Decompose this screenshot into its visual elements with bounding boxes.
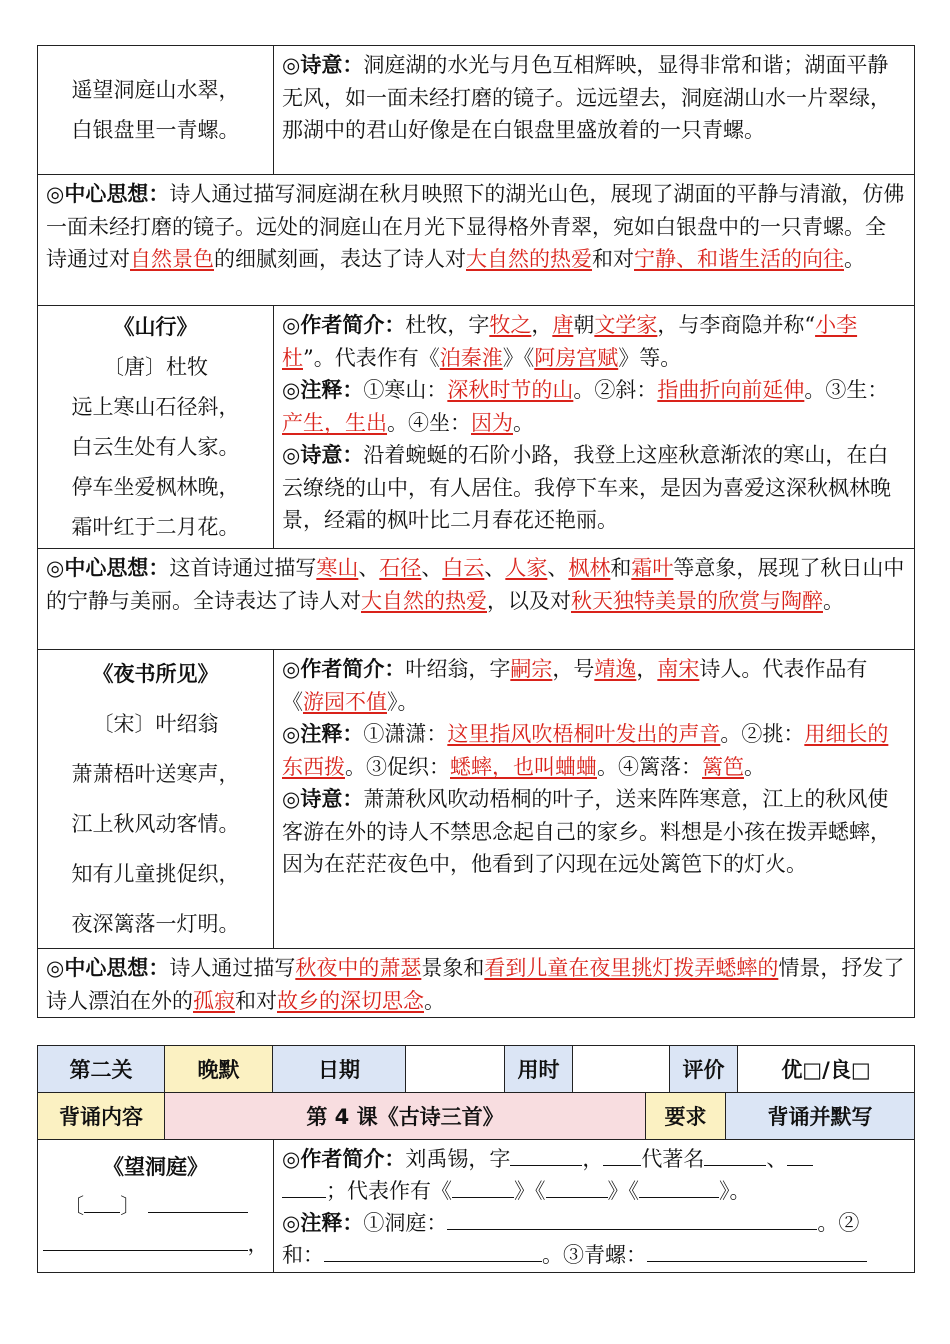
answer: 白云 — [442, 556, 485, 580]
text: 、 — [484, 556, 506, 580]
poem-line: 知有儿童挑促织， — [71, 862, 240, 886]
poem-title: 《夜书所见》 — [92, 661, 219, 686]
duration-label: 用时 — [505, 1046, 573, 1092]
verse-blank[interactable] — [43, 1228, 248, 1251]
rating-options[interactable]: 优□/良□ — [781, 1058, 871, 1082]
verse-blank-line — [38, 1224, 273, 1264]
poem-block — [38, 306, 274, 548]
text: ；代表作有《 — [326, 1179, 452, 1203]
annotations — [282, 374, 906, 439]
date-label: 日期 — [273, 1046, 406, 1092]
session-label: 晚默 — [165, 1046, 273, 1092]
text: 。④坐： — [387, 410, 471, 435]
text: ①潇潇： — [363, 722, 448, 746]
text: ，号 — [552, 657, 595, 681]
text: 。③促织： — [345, 754, 450, 779]
exercise-table — [37, 1045, 915, 1273]
poem-line: 遥望洞庭山水翠， — [71, 78, 240, 102]
text: 这首诗通过描写 — [169, 556, 317, 580]
header-row-1 — [38, 1046, 914, 1093]
answer: 阿房宫赋 — [534, 345, 619, 370]
notes-fill-cell — [274, 1140, 914, 1272]
poem-line: 萧萧梧叶送寒声， — [71, 762, 240, 786]
text: 。④篱落： — [597, 754, 702, 779]
blank[interactable] — [452, 1175, 514, 1198]
comma: ， — [247, 1232, 269, 1256]
blank[interactable] — [282, 1175, 326, 1198]
poem-line: 白云生处有人家。 — [71, 435, 240, 459]
poem-title: 《山行》 — [113, 314, 198, 339]
rating-label: 评价 — [670, 1046, 738, 1092]
answer: 篱笆 — [702, 754, 744, 779]
poem-line: 白银盘里一青螺。 — [71, 118, 240, 142]
answer: 秋夜中的萧瑟 — [295, 956, 422, 980]
notes-label: ◎注释： — [282, 722, 364, 746]
answer: 自然景色 — [130, 247, 214, 271]
poem-line: 夜深篱落一灯明。 — [71, 912, 240, 936]
text: ，与李商隐并称“ — [657, 313, 816, 337]
answer: 枫林 — [568, 556, 611, 580]
text: 。③青螺： — [542, 1243, 647, 1267]
row-central-idea-2 — [38, 549, 914, 650]
duration-field[interactable] — [573, 1046, 670, 1092]
blank[interactable] — [447, 1207, 817, 1230]
text: 》《 — [607, 1179, 639, 1203]
text: 诗人通过描写洞庭湖在秋月映照下的湖光山色，展现了湖面的平静与清澈，仿佛一面未经打磨的镜子。远处的洞庭山在月光下显得格外青翠，宛如白银盘中的一只青螺。全诗通过对 — [46, 182, 905, 271]
answer: 故乡的深切思念 — [277, 988, 424, 1013]
text: 杜牧，字 — [405, 313, 490, 337]
notes-cell — [274, 306, 914, 548]
bio-fill-line — [282, 1143, 906, 1175]
row-poem-wangdongting — [38, 46, 914, 175]
text: ， — [582, 1147, 604, 1171]
central-idea-label: ◎中心思想： — [46, 956, 170, 980]
answer: 孤寂 — [193, 988, 235, 1013]
text: 诗人。代表作品有《 — [282, 657, 868, 714]
text: 的细腻刻画，表达了诗人对 — [214, 247, 466, 271]
author-blank[interactable] — [148, 1190, 248, 1213]
text: ”。代表作有《 — [303, 345, 440, 370]
bracket: 〔 — [63, 1194, 85, 1218]
blank[interactable] — [510, 1143, 582, 1166]
meaning-text: 沿着蜿蜒的石阶小路，我登上这座秋意渐浓的寒山，在白云缭绕的山中，有人居住。我停下车来，是因为喜爱这深秋枫林晚景，经霜的枫叶比二月春花还艳丽。 — [282, 443, 891, 532]
answer: 泊秦淮 — [439, 345, 503, 370]
text: 和对 — [235, 988, 277, 1013]
bio-label: ◎作者简介： — [282, 313, 406, 337]
blank[interactable] — [639, 1175, 719, 1198]
notes-label: ◎注释： — [282, 1211, 364, 1235]
text: 、 — [358, 556, 380, 580]
central-idea-cell — [38, 549, 914, 649]
bio-fill-line-2 — [282, 1175, 906, 1207]
answer: 蟋蟀，也叫蛐蛐 — [450, 754, 597, 779]
dynasty-blank[interactable] — [84, 1190, 120, 1213]
text: 、 — [766, 1147, 788, 1171]
answer: 大自然的热爱 — [361, 588, 487, 613]
annotations — [282, 718, 906, 783]
text: ， — [531, 313, 553, 337]
answer: 唐 — [552, 313, 574, 337]
answer: 宁静、和谐生活的向往 — [634, 247, 844, 271]
meaning-label: ◎诗意： — [282, 53, 364, 77]
text: 叶绍翁，字 — [405, 657, 511, 681]
notes-fill-line-2 — [282, 1239, 906, 1271]
meaning — [282, 783, 906, 881]
answer: 深秋时节的山 — [447, 378, 574, 402]
text: 等意象，展现了秋日山中的宁静与美丽。全诗表达了诗人对 — [46, 556, 905, 613]
answer: 小李杜 — [282, 313, 858, 370]
poem-line: 远上寒山石径斜， — [71, 395, 240, 419]
answer: 看到儿童在夜里挑灯拨弄蟋蟀的 — [484, 956, 779, 980]
text: ，以及对 — [487, 588, 571, 613]
meaning-label: ◎诗意： — [282, 443, 364, 467]
answer: 游园不值 — [303, 689, 387, 714]
bio-label: ◎作者简介： — [282, 657, 406, 681]
meaning-text: 萧萧秋风吹动梧桐的叶子，送来阵阵寒意，江上的秋风使客游在外的诗人不禁思念起自己的家乡。料想是小孩在拨弄蟋蟀，因为在茫茫夜色中，他看到了闪现在远处篱笆下的灯火。 — [282, 787, 891, 876]
lesson-title: 第 4 课《古诗三首》 — [165, 1093, 646, 1139]
central-idea-label: ◎中心思想： — [46, 556, 170, 580]
text: 、 — [421, 556, 443, 580]
text: 》等。 — [618, 345, 682, 370]
answer: 文学家 — [594, 313, 658, 337]
answer: 石径 — [379, 556, 422, 580]
text: 朝 — [573, 313, 595, 337]
text: 。③生： — [804, 378, 889, 402]
poem-author: 〔宋〕叶绍翁 — [92, 712, 219, 736]
text: 。 — [823, 588, 844, 613]
answer: 秋天独特美景的欣赏与陶醉 — [571, 588, 823, 613]
text: 。②斜： — [573, 378, 658, 402]
answer: 这里指风吹梧桐叶发出的声音 — [447, 722, 721, 746]
central-idea-cell — [38, 175, 914, 305]
answer: 指曲折向前延伸 — [657, 378, 805, 402]
answer: 嗣宗 — [510, 657, 553, 681]
text: 和对 — [592, 247, 634, 271]
poem-title: 《望洞庭》 — [103, 1154, 208, 1179]
meaning-label: ◎诗意： — [282, 787, 364, 811]
text: 情景，抒发了诗人漂泊在外的 — [46, 956, 905, 1013]
requirement-value: 背诵并默写 — [726, 1093, 914, 1139]
content-label: 背诵内容 — [38, 1093, 165, 1139]
text: 诗人通过描写 — [169, 956, 296, 980]
blank[interactable] — [704, 1143, 766, 1166]
bio-label: ◎作者简介： — [282, 1147, 406, 1171]
row-central-idea-3 — [38, 949, 914, 1017]
row-poem-shanxing — [38, 306, 914, 549]
answer: 因为 — [471, 410, 513, 435]
notes-fill-line — [282, 1207, 906, 1239]
header-row-2 — [38, 1093, 914, 1140]
answer: 霜叶 — [631, 556, 674, 580]
exercise-row — [38, 1140, 914, 1272]
blank[interactable] — [324, 1239, 542, 1262]
text: ①洞庭： — [363, 1211, 448, 1235]
text: 、 — [547, 556, 569, 580]
reference-table — [37, 45, 915, 1018]
poem-fill-block — [38, 1140, 274, 1272]
text: 。 — [424, 988, 445, 1013]
answer: 用细长的东西拨 — [282, 722, 889, 779]
bracket: 〕 — [120, 1194, 142, 1218]
text: ①寒山： — [363, 378, 448, 402]
author-bio — [282, 309, 906, 374]
row-central-idea-1 — [38, 175, 914, 306]
author-bio — [282, 653, 906, 718]
blank[interactable] — [546, 1175, 608, 1198]
meaning-cell — [274, 46, 914, 174]
answer: 人家 — [505, 556, 548, 580]
answer: 靖逸 — [594, 657, 637, 681]
text: 》《 — [502, 345, 535, 370]
text: 。 — [744, 754, 765, 779]
text: ， — [636, 657, 658, 681]
text: 景象和 — [421, 956, 485, 980]
meaning-text: 洞庭湖的水光与月色互相辉映，显得非常和谐；湖面平静无风，如一面未经打磨的镜子。远远望去，洞庭湖山水一片翠绿，那湖中的君山好像是在白银盘里盛放着的一只青螺。 — [282, 53, 891, 142]
central-idea-cell — [38, 949, 914, 1017]
answer: 寒山 — [316, 556, 359, 580]
text: 和： — [282, 1243, 324, 1267]
answer: 产生，生出 — [282, 410, 387, 435]
text: 。②挑： — [720, 722, 805, 746]
central-idea-label: ◎中心思想： — [46, 182, 170, 206]
text: 。 — [513, 410, 534, 435]
row-poem-yeshusuojian — [38, 650, 914, 949]
notes-cell — [274, 650, 914, 948]
date-field[interactable] — [406, 1046, 505, 1092]
meaning — [282, 439, 906, 537]
poem-lines — [38, 46, 274, 174]
blank[interactable] — [603, 1143, 641, 1166]
poem-line: 江上秋风动客情。 — [71, 812, 240, 836]
blank[interactable] — [787, 1143, 813, 1166]
notes-label: ◎注释： — [282, 378, 364, 402]
answer: 牧之 — [489, 313, 532, 337]
requirement-label: 要求 — [646, 1093, 726, 1139]
author-blank-line — [38, 1188, 273, 1224]
poem-block — [38, 650, 274, 948]
blank[interactable] — [647, 1239, 867, 1262]
answer: 南宋 — [657, 657, 700, 681]
poem-author: 〔唐〕杜牧 — [103, 355, 208, 379]
text: 和 — [610, 556, 632, 580]
text: 。 — [844, 247, 865, 271]
text: 》。 — [387, 689, 419, 714]
poem-line: 霜叶红于二月花。 — [71, 515, 240, 539]
text: 》《 — [514, 1179, 546, 1203]
text: 》。 — [719, 1179, 751, 1203]
text: 。② — [817, 1211, 860, 1235]
level-label: 第二关 — [38, 1046, 165, 1092]
text: 刘禹锡，字 — [405, 1147, 511, 1171]
poem-line: 停车坐爱枫林晚， — [71, 475, 240, 499]
answer: 大自然的热爱 — [466, 247, 592, 271]
text: 代著名 — [641, 1147, 705, 1171]
